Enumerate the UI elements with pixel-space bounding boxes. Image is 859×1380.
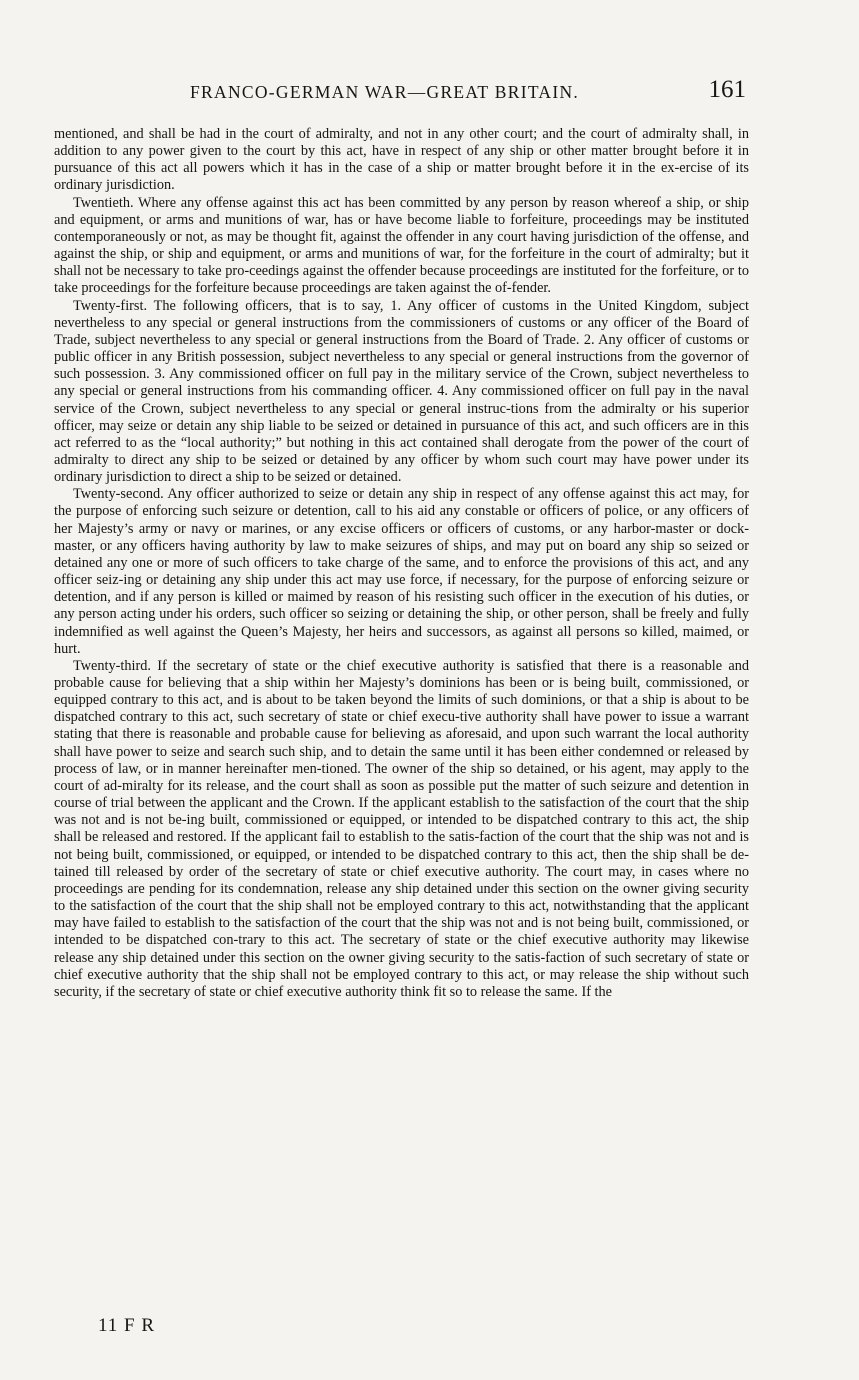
paragraph-twenty-first: Twenty-first. The following officers, that is to say, 1. Any officer of customs in the United Kingdom, subject nevertheless to any special or general instructions from the commissioners of customs or any officer of the Board of Trade, subject nevertheless to any special or general instructions from the Board of Trade. 2. Any officer of customs or public officer in any British possession, subject nevertheless to any special or general instructions from the governor of such possession. 3. Any commissioned officer on full pay in the military service of the Crown, subject nevertheless to any special or general instructions from his commanding officer. 4. Any commissioned officer on full pay in the naval service of the Crown, subject nevertheless to any special or general instruc-tions from the admiralty or his superior officer, may seize or detain any ship liable to be seized or detained in pursuance of this act, and such officers are in this act referred to as the “local authority;” but nothing in this act contained shall derogate from the power of the court of admiralty to direct any ship to be seized or detained by any officer by whom such court may have power under its ordinary jurisdiction to direct a ship to be seized or detained. (54, 297, 749, 486)
body-text (54, 126, 749, 1001)
paragraph-continuation: mentioned, and shall be had in the court of admiralty, and not in any other court; and the court of admiralty shall, in addition to any power given to the court by this act, have in respect of any ship or other matter brought before it in pursuance of this act all powers which it has in the case of a ship or matter brought before it in the ex-ercise of its ordinary jurisdiction. (54, 126, 749, 194)
page-number: 161 (708, 76, 746, 103)
paragraph-twentieth: Twentieth. Where any offense against this act has been committed by any person by reason whereof a ship, or ship and equipment, or arms and munitions of war, has or have become liable to forfeiture, proceedings may be instituted contemporaneously or not, as may be thought fit, against the offender in any court having jurisdiction of the offense, and against the ship, or ship and equipment, or arms and munitions of war, for the forfeiture in the court of admiralty; but it shall not be necessary to take pro-ceedings against the offender because proceedings are instituted for the forfeiture, or to take proceedings for the forfeiture because proceedings are taken against the of-fender. (54, 194, 749, 297)
paragraph-twenty-second: Twenty-second. Any officer authorized to seize or detain any ship in respect of any offense against this act may, for the purpose of enforcing such seizure or detention, call to his aid any constable or officers of police, or any officers of her Majesty’s army or navy or marines, or any excise officers or officers of customs, or any harbor-master or dock-master, or any officers having authority by law to make seizures of ships, and may put on board any ship so seized or detained any one or more of such officers to take charge of the same, and to enforce the provisions of this act, and any officer seiz-ing or detaining any ship under this act may use force, if necessary, for the purpose of enforcing seizure or detention, and if any person is killed or maimed by reason of his resisting such officer in the execution of his duties, or any person acting under his orders, such officer so seizing or detaining the ship, or other person, shall be freely and fully indemnified as well against the Queen’s Majesty, her heirs and successors, as against all persons so killed, maimed, or hurt. (54, 486, 749, 657)
paragraph-twenty-third: Twenty-third. If the secretary of state or the chief executive authority is satisfied that there is a reasonable and probable cause for believing that a ship within her Majesty’s dominions has been or is being built, commissioned, or equipped contrary to this act, and is about to be taken beyond the limits of such dominions, or that a ship is about to be dispatched contrary to this act, such secretary of state or chief execu-tive authority shall have power to issue a warrant stating that there is reasonable and probable cause for believing as aforesaid, and upon such warrant the local authority shall have power to seize and search such ship, and to detain the same until it has been either condemned or released by process of law, or in manner hereinafter men-tioned. The owner of the ship so detained, or his agent, may apply to the court of ad-miralty for its release, and the court shall as soon as possible put the matter of such seizure and detention in course of trial between the applicant and the Crown. If the applicant establish to the satisfaction of the court that the ship was not and is not be-ing built, commissioned or equipped, or intended to be dispatched contrary to this act, the ship shall be released and restored. If the applicant fail to establish to the satis-faction of the court that the ship was not and is not being built, commissioned, or equipped, or intended to be dispatched contrary to this act, then the ship shall be de-tained till released by order of the secretary of state or chief executive authority. The court may, in cases where no proceedings are pending for its condemnation, release any ship detained under this section on the owner giving security to the satisfaction of the court that the ship shall not be employed contrary to this act, notwithstanding that the applicant may have failed to establish to the satisfaction of the court that the ship was not and is not being built, commissioned, or intended to be dispatched con-trary to this act. The secretary of state or the chief executive authority may likewise release any ship detained under this section on the owner giving security to the satis-faction of such secretary of state or chief executive authority that the ship shall not be employed contrary to this act, or may release the ship without such security, if the secretary of state or chief executive authority think fit so to release the same. If the (54, 657, 749, 1000)
running-head (52, 76, 752, 104)
running-title: FRANCO-GERMAN WAR—GREAT BRITAIN. (190, 82, 580, 102)
signature-mark: 11 F R (98, 1315, 156, 1336)
